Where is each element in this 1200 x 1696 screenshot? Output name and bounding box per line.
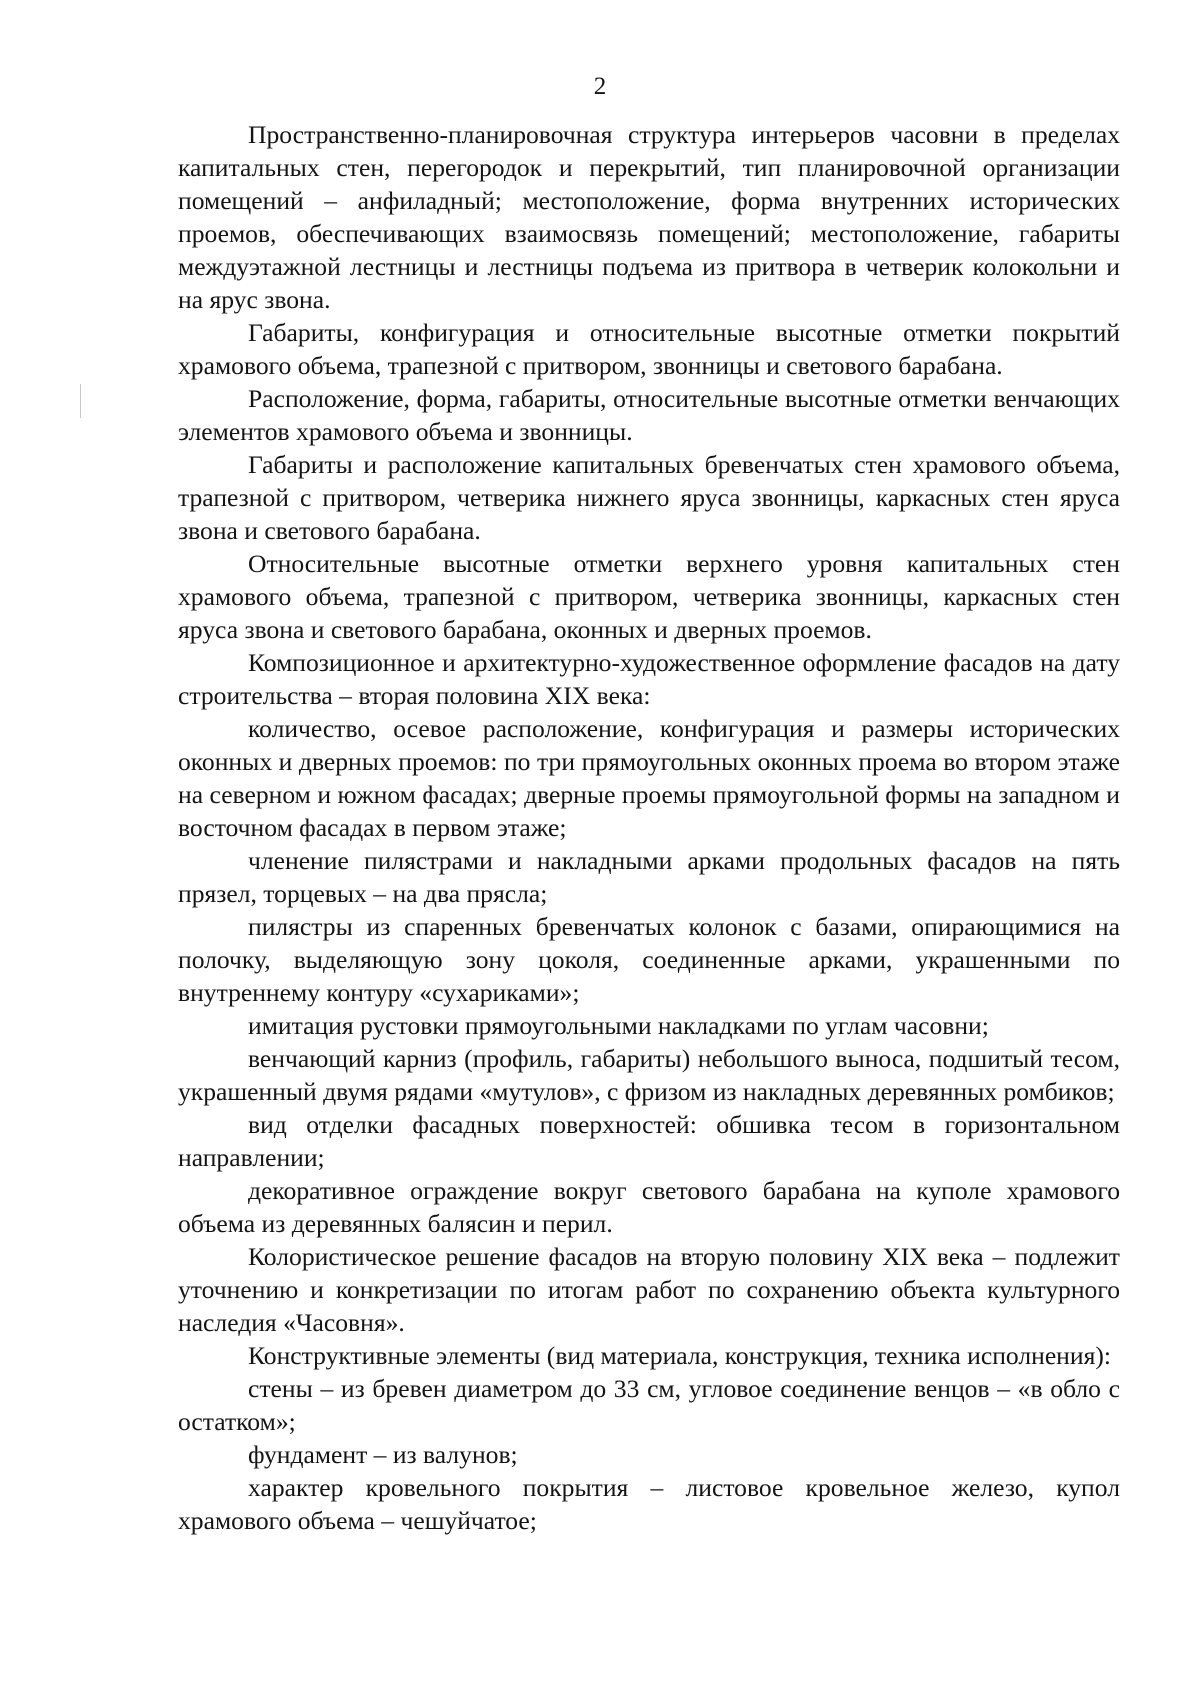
- paragraph-facade-finish: вид отделки фасадных поверхностей: обшивка тесом в горизонтальном направлении;: [178, 1110, 1127, 1172]
- paragraph-planning-structure: Пространственно-планировочная структура интерьеров часовни в пределах капитальных стен, перегородок и перекрытий, тип планировочной организации помещений – анфиладный; местоположение, форма внутренних исторических проемов, обеспечивающих взаимосвязь помещений; местоположение, габариты междуэтажной лестницы и лестницы подъема из притвора в четверик колокольни и на ярус звона.: [178, 120, 1127, 314]
- paragraph-color-scheme: Колористическое решение фасадов на вторую половину XIX века – подлежит уточнению и конкретизации по итогам работ по сохранению объекта культурного наследия «Часовня».: [178, 1242, 1127, 1337]
- paragraph-rustication: имитация рустовки прямоугольными накладками по углам часовни;: [248, 1011, 989, 1040]
- paragraph-balustrade: декоративное ограждение вокруг светового барабана на куполе храмового объема из деревянных балясин и перил.: [178, 1176, 1127, 1238]
- paragraph-foundation: фундамент – из валунов;: [248, 1440, 518, 1469]
- paragraph-cornice: венчающий карниз (профиль, габариты) небольшого выноса, подшитый тесом, украшенный двумя рядами «мутулов», с фризом из накладных деревянных ромбиков;: [178, 1044, 1127, 1106]
- paragraph-structural-elements: Конструктивные элементы (вид материала, конструкция, техника исполнения):: [248, 1341, 1111, 1370]
- paragraph-height-marks: Относительные высотные отметки верхнего уровня капитальных стен храмового объема, трапезной с притвором, четверика звонницы, каркасных стен яруса звона и светового барабана, оконных и дверных проемов.: [178, 549, 1127, 644]
- page-number: 2: [593, 73, 607, 100]
- document-body: [178, 118, 1127, 1537]
- paragraph-log-walls: Габариты и расположение капитальных бревенчатых стен храмового объема, трапезной с притвором, четверика нижнего яруса звонницы, каркасных стен яруса звона и светового барабана.: [178, 450, 1127, 545]
- paragraph-openings: количество, осевое расположение, конфигурация и размеры исторических оконных и дверных проемов: по три прямоугольных оконных проема во втором этаже на северном и южном фасадах; дверные проемы прямоугольной формы на западном и восточном фасадах в первом этаже;: [178, 714, 1127, 842]
- paragraph-facade-composition: Композиционное и архитектурно-художественное оформление фасадов на дату строительства – вторая половина XIX века:: [178, 648, 1127, 710]
- paragraph-roofing: характер кровельного покрытия – листовое кровельное железо, купол храмового объема – чешуйчатое;: [178, 1473, 1127, 1535]
- paragraph-walls: стены – из бревен диаметром до 33 см, угловое соединение венцов – «в обло с остатком»;: [178, 1374, 1127, 1436]
- scan-mark: [80, 384, 81, 418]
- paragraph-roof-dimensions: Габариты, конфигурация и относительные высотные отметки покрытий храмового объема, трапезной с притвором, звонницы и светового барабана.: [178, 318, 1127, 380]
- paragraph-crowning-elements: Расположение, форма, габариты, относительные высотные отметки венчающих элементов храмового объема и звонницы.: [178, 384, 1127, 446]
- paragraph-pilasters-columns: пилястры из спаренных бревенчатых колонок с базами, опирающимися на полочку, выделяющую зону цоколя, соединенные арками, украшенными по внутреннему контуру «сухариками»;: [178, 912, 1127, 1007]
- paragraph-pilasters-division: членение пилястрами и накладными арками продольных фасадов на пять прязел, торцевых – на два прясла;: [178, 846, 1127, 908]
